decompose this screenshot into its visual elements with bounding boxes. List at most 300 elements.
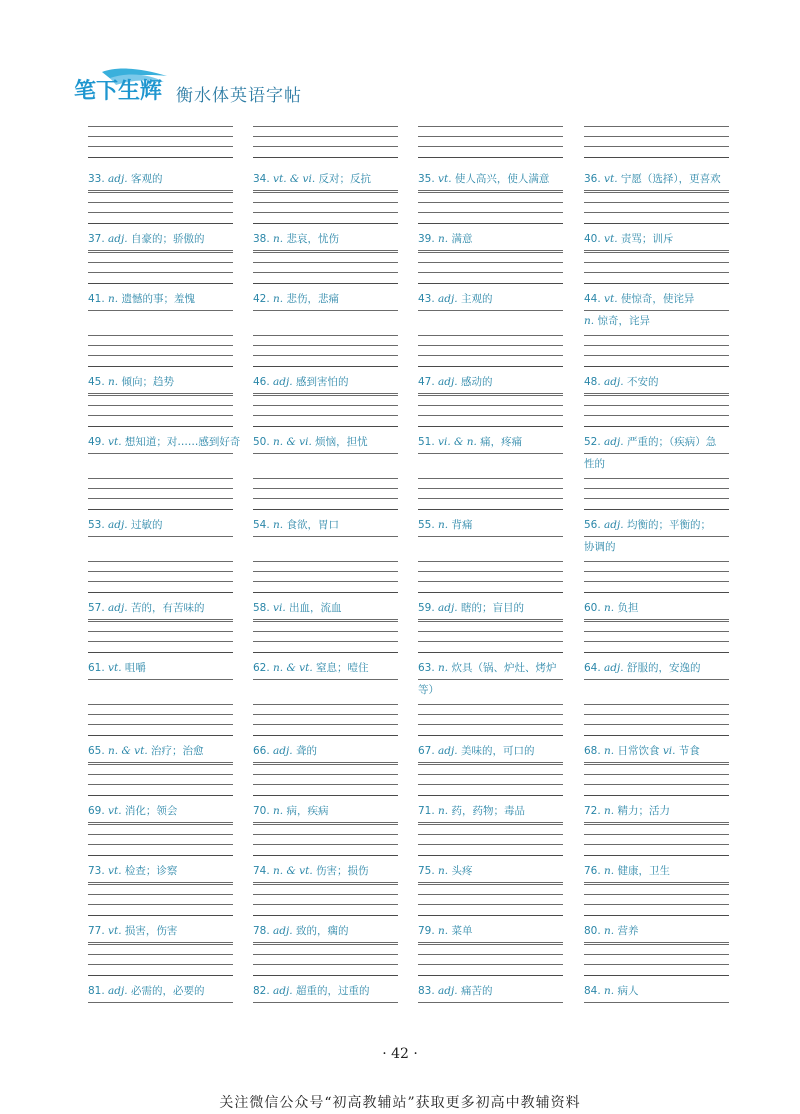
- definition: 节食: [675, 745, 700, 757]
- definition: 反对；反抗: [315, 173, 372, 185]
- vocab-entry: [253, 514, 398, 536]
- part-of-speech: n.: [273, 233, 284, 245]
- ruled-line: [253, 146, 398, 147]
- ruled-line: [88, 704, 233, 705]
- part-of-speech: adj.: [108, 233, 128, 245]
- vocab-entry: [418, 980, 563, 1002]
- definition: 想知道；对……感到好奇: [121, 436, 241, 448]
- part-of-speech: adj.: [438, 293, 458, 305]
- ruled-line: [418, 283, 563, 284]
- definition: 均衡的；平衡的；: [623, 519, 711, 531]
- ruled-line: [418, 795, 563, 796]
- ruled-line: [253, 621, 398, 622]
- ruled-line: [418, 975, 563, 976]
- ruled-line: [253, 190, 398, 191]
- ruled-line: [584, 395, 729, 396]
- vocab-entry: [88, 228, 233, 250]
- entry-number: 83.: [418, 985, 439, 997]
- definition: 责骂；训斥: [617, 233, 674, 245]
- ruled-line: [253, 157, 398, 158]
- ruled-line: [88, 250, 233, 251]
- ruled-line: [253, 652, 398, 653]
- part-of-speech: adj.: [604, 662, 624, 674]
- vocab-entry: [253, 431, 398, 453]
- page-header: [72, 66, 492, 110]
- entry-number: 39.: [418, 233, 439, 245]
- ruled-line: [584, 762, 729, 763]
- vocab-entry: [88, 288, 233, 310]
- ruled-line: [253, 884, 398, 885]
- entry-number: 81.: [88, 985, 109, 997]
- ruled-line: [88, 335, 233, 336]
- entry-number: 64.: [584, 662, 605, 674]
- ruled-line: [88, 453, 233, 454]
- definition: 聋的: [292, 745, 317, 757]
- ruled-line: [418, 126, 563, 127]
- ruled-line: [253, 592, 398, 593]
- ruled-line: [584, 652, 729, 653]
- ruled-line: [584, 283, 729, 284]
- ruled-line: [253, 894, 398, 895]
- definition: 过敏的: [127, 519, 163, 531]
- definition: 遗憾的事；羞愧: [118, 293, 195, 305]
- ruled-line: [88, 581, 233, 582]
- entry-number: 58.: [253, 602, 274, 614]
- part-of-speech: vt.: [604, 293, 618, 305]
- ruled-line: [253, 366, 398, 367]
- ruled-line: [253, 498, 398, 499]
- entry-number: 72.: [584, 805, 605, 817]
- part-of-speech: adj.: [438, 602, 458, 614]
- ruled-line: [253, 393, 398, 394]
- ruled-line: [418, 405, 563, 406]
- ruled-line: [88, 844, 233, 845]
- part-of-speech: n.: [438, 925, 449, 937]
- ruled-line: [584, 724, 729, 725]
- ruled-line: [253, 453, 398, 454]
- ruled-line: [584, 335, 729, 336]
- part-of-speech: adj.: [604, 519, 624, 531]
- ruled-line: [584, 714, 729, 715]
- ruled-line: [418, 964, 563, 965]
- ruled-line: [418, 355, 563, 356]
- ruled-line: [253, 1002, 398, 1003]
- part-of-speech: n.: [604, 745, 615, 757]
- definition: 主观的: [457, 293, 493, 305]
- ruled-line: [88, 536, 233, 537]
- definition: 药，药物；毒品: [448, 805, 525, 817]
- ruled-line: [88, 192, 233, 193]
- entry-number: 41.: [88, 293, 109, 305]
- ruled-line: [88, 822, 233, 823]
- definition: 满意: [448, 233, 473, 245]
- vocab-entry: [584, 800, 729, 822]
- vocab-entry: [584, 920, 729, 942]
- ruled-line: [253, 735, 398, 736]
- part-of-speech: n.: [438, 233, 449, 245]
- ruled-line: [88, 884, 233, 885]
- ruled-line: [418, 453, 563, 454]
- definition: 等）: [418, 684, 439, 696]
- ruled-line: [418, 844, 563, 845]
- ruled-line: [253, 126, 398, 127]
- ruled-line: [88, 509, 233, 510]
- ruled-line: [584, 784, 729, 785]
- ruled-line: [584, 192, 729, 193]
- part-of-speech: n.: [438, 805, 449, 817]
- ruled-line: [418, 942, 563, 943]
- ruled-line: [418, 426, 563, 427]
- part-of-speech: vt.: [604, 233, 618, 245]
- definition: 检查；诊察: [121, 865, 178, 877]
- entry-number: 38.: [253, 233, 274, 245]
- ruled-line: [88, 592, 233, 593]
- ruled-line: [584, 393, 729, 394]
- part-of-speech: vi.: [273, 602, 286, 614]
- ruled-line: [88, 915, 233, 916]
- definition: 头疼: [448, 865, 473, 877]
- ruled-line: [88, 426, 233, 427]
- part-of-speech: adj.: [438, 376, 458, 388]
- vocab-entry: [418, 920, 563, 942]
- ruled-line: [418, 834, 563, 835]
- part-of-speech: adj.: [273, 985, 293, 997]
- part-of-speech: n.: [604, 985, 615, 997]
- ruled-line: [418, 190, 563, 191]
- ruled-line: [584, 954, 729, 955]
- ruled-line: [584, 126, 729, 127]
- ruled-line: [253, 724, 398, 725]
- ruled-line: [253, 395, 398, 396]
- ruled-line: [88, 975, 233, 976]
- entry-number: 43.: [418, 293, 439, 305]
- part-of-speech: n.: [438, 662, 449, 674]
- definition: 痛苦的: [457, 985, 493, 997]
- ruled-line: [253, 536, 398, 537]
- vocab-entry: [418, 800, 563, 822]
- definition: 背痛: [448, 519, 473, 531]
- ruled-line: [418, 894, 563, 895]
- ruled-line: [418, 561, 563, 562]
- ruled-line: [88, 824, 233, 825]
- entry-number: 33.: [88, 173, 109, 185]
- ruled-line: [584, 964, 729, 965]
- ruled-line: [584, 272, 729, 273]
- ruled-line: [584, 822, 729, 823]
- ruled-line: [253, 426, 398, 427]
- ruled-line: [418, 915, 563, 916]
- ruled-line: [253, 335, 398, 336]
- ruled-line: [584, 834, 729, 835]
- ruled-line: [418, 192, 563, 193]
- ruled-line: [253, 975, 398, 976]
- ruled-line: [88, 252, 233, 253]
- ruled-line: [584, 345, 729, 346]
- entry-number: 70.: [253, 805, 274, 817]
- entry-number: 74.: [253, 865, 274, 877]
- ruled-line: [584, 498, 729, 499]
- ruled-line: [88, 1002, 233, 1003]
- definition: 苦的，有苦味的: [127, 602, 205, 614]
- brand-logo: [72, 66, 172, 108]
- part-of-speech: vt.: [108, 865, 122, 877]
- ruled-line: [584, 641, 729, 642]
- vocab-entry: [418, 288, 563, 310]
- vocab-entry: [253, 920, 398, 942]
- ruled-line: [418, 882, 563, 883]
- definition: 自豪的；骄傲的: [127, 233, 205, 245]
- entry-number: 66.: [253, 745, 274, 757]
- ruled-line: [584, 157, 729, 158]
- ruled-line: [253, 824, 398, 825]
- ruled-line: [418, 250, 563, 251]
- ruled-line: [88, 415, 233, 416]
- vocab-entry: [418, 431, 563, 453]
- vocab-entry: [253, 740, 398, 762]
- definition: 营养: [614, 925, 639, 937]
- part-of-speech: n. & vt.: [108, 745, 148, 757]
- ruled-line: [88, 724, 233, 725]
- entry-number: 51.: [418, 436, 439, 448]
- definition: 使人高兴，使人满意: [451, 173, 550, 185]
- vocab-entry: [253, 371, 398, 393]
- entry-number: 61.: [88, 662, 109, 674]
- ruled-line: [418, 774, 563, 775]
- ruled-line: [88, 631, 233, 632]
- ruled-line: [253, 571, 398, 572]
- ruled-line: [253, 561, 398, 562]
- ruled-line: [253, 944, 398, 945]
- ruled-line: [418, 884, 563, 885]
- definition: 日常饮食: [614, 745, 660, 757]
- vocab-entry: [253, 980, 398, 1002]
- definition: 出血，流血: [285, 602, 342, 614]
- entry-number: 40.: [584, 233, 605, 245]
- ruled-line: [418, 509, 563, 510]
- ruled-line: [418, 592, 563, 593]
- entry-number: 37.: [88, 233, 109, 245]
- part-of-speech: n.: [604, 805, 615, 817]
- ruled-line: [253, 764, 398, 765]
- entry-number: 78.: [253, 925, 274, 937]
- ruled-line: [584, 679, 729, 680]
- ruled-line: [418, 366, 563, 367]
- definition: 咀嚼: [121, 662, 146, 674]
- ruled-line: [584, 592, 729, 593]
- definition: 致的，瘸的: [292, 925, 349, 937]
- ruled-line: [88, 393, 233, 394]
- ruled-line: [584, 942, 729, 943]
- entry-number: 44.: [584, 293, 605, 305]
- definition: 食欲，胃口: [283, 519, 339, 531]
- ruled-line: [584, 882, 729, 883]
- ruled-line: [418, 571, 563, 572]
- ruled-line: [88, 904, 233, 905]
- part-of-speech: adj.: [108, 985, 128, 997]
- ruled-line: [584, 536, 729, 537]
- vocab-entry: [88, 920, 233, 942]
- vocab-entry: [253, 168, 398, 190]
- ruled-line: [88, 735, 233, 736]
- ruled-line: [584, 824, 729, 825]
- definition: 协调的: [584, 541, 616, 553]
- definition: 客观的: [127, 173, 163, 185]
- definition: 瞎的；盲目的: [457, 602, 524, 614]
- ruled-line: [418, 822, 563, 823]
- ruled-line: [253, 714, 398, 715]
- part-of-speech: n.: [438, 519, 449, 531]
- ruled-line: [584, 1002, 729, 1003]
- part-of-speech: adj.: [604, 436, 624, 448]
- ruled-line: [253, 509, 398, 510]
- ruled-line: [418, 764, 563, 765]
- ruled-line: [584, 795, 729, 796]
- ruled-line: [253, 310, 398, 311]
- ruled-line: [418, 824, 563, 825]
- ruled-line: [88, 621, 233, 622]
- ruled-line: [253, 631, 398, 632]
- definition: 菜单: [448, 925, 473, 937]
- ruled-line: [584, 894, 729, 895]
- ruled-line: [584, 904, 729, 905]
- vocab-entry: [584, 597, 729, 619]
- entry-number: 67.: [418, 745, 439, 757]
- vocab-entry: [88, 980, 233, 1002]
- ruled-line: [253, 212, 398, 213]
- ruled-line: [88, 964, 233, 965]
- vocab-entry: [88, 740, 233, 762]
- ruled-line: [253, 345, 398, 346]
- vocab-entry: [88, 597, 233, 619]
- entry-number: 77.: [88, 925, 109, 937]
- entry-number: 80.: [584, 925, 605, 937]
- entry-number: 75.: [418, 865, 439, 877]
- vocab-entry: [88, 800, 233, 822]
- ruled-line: [584, 915, 729, 916]
- ruled-line: [253, 641, 398, 642]
- ruled-line: [88, 395, 233, 396]
- ruled-line: [584, 621, 729, 622]
- entry-number: 79.: [418, 925, 439, 937]
- ruled-line: [418, 478, 563, 479]
- vocab-entry: [88, 168, 233, 190]
- ruled-line: [418, 631, 563, 632]
- footer-note: 关注微信公众号“初高教辅站”获取更多初高中教辅资料: [219, 1095, 581, 1111]
- ruled-line: [253, 762, 398, 763]
- vocab-entry: [584, 168, 729, 190]
- definition: 悲伤，悲痛: [283, 293, 339, 305]
- ruled-line: [418, 395, 563, 396]
- ruled-line: [584, 704, 729, 705]
- ruled-line: [88, 942, 233, 943]
- part-of-speech: adj.: [438, 745, 458, 757]
- ruled-line: [418, 621, 563, 622]
- ruled-line: [584, 426, 729, 427]
- entry-number: 84.: [584, 985, 605, 997]
- ruled-line: [88, 762, 233, 763]
- ruled-line: [584, 366, 729, 367]
- entry-number: 71.: [418, 805, 439, 817]
- definition: 负担: [614, 602, 639, 614]
- vocab-entry: [584, 740, 729, 762]
- ruled-line: [88, 283, 233, 284]
- definition: 美味的，可口的: [457, 745, 535, 757]
- ruled-line: [584, 975, 729, 976]
- definition: 倾向；趋势: [118, 376, 174, 388]
- vocab-entry: [88, 431, 241, 453]
- part-of-speech: n.: [273, 519, 284, 531]
- ruled-line: [418, 1002, 563, 1003]
- part-of-speech: vt. & vi.: [273, 173, 316, 185]
- vocab-entry: [584, 228, 729, 250]
- vocab-entry: [418, 860, 563, 882]
- vocab-entry: [253, 860, 398, 882]
- ruled-line: [253, 954, 398, 955]
- vocab-entry: [418, 228, 563, 250]
- ruled-line: [584, 146, 729, 147]
- definition: 消化；领会: [121, 805, 178, 817]
- ruled-line: [88, 223, 233, 224]
- ruled-line: [88, 855, 233, 856]
- entry-number: 55.: [418, 519, 439, 531]
- part-of-speech: n.: [108, 376, 119, 388]
- vocab-entry: [253, 800, 398, 822]
- ruled-line: [418, 415, 563, 416]
- vocab-entry: [253, 657, 398, 679]
- ruled-line: [418, 714, 563, 715]
- part-of-speech: n.: [108, 293, 119, 305]
- ruled-line: [584, 561, 729, 562]
- definition: 惊奇，诧异: [597, 315, 650, 327]
- entry-number: 35.: [418, 173, 439, 185]
- ruled-line: [88, 764, 233, 765]
- ruled-line: [88, 126, 233, 127]
- ruled-line: [253, 795, 398, 796]
- ruled-line: [584, 844, 729, 845]
- ruled-line: [88, 157, 233, 158]
- entry-number: 62.: [253, 662, 274, 674]
- entry-number: 54.: [253, 519, 274, 531]
- vocab-entry: [88, 860, 233, 882]
- ruled-line: [88, 619, 233, 620]
- definition: 痛，疼痛: [476, 436, 523, 448]
- ruled-line: [88, 784, 233, 785]
- definition: 严重的；（疾病）急: [623, 436, 717, 448]
- ruled-line: [88, 202, 233, 203]
- part-of-speech: n.: [604, 602, 615, 614]
- ruled-line: [418, 784, 563, 785]
- entry-number: 45.: [88, 376, 109, 388]
- ruled-line: [418, 202, 563, 203]
- ruled-line: [88, 478, 233, 479]
- ruled-line: [418, 904, 563, 905]
- entry-number: 65.: [88, 745, 109, 757]
- ruled-line: [584, 764, 729, 765]
- ruled-line: [88, 561, 233, 562]
- ruled-line: [418, 954, 563, 955]
- ruled-line: [584, 478, 729, 479]
- ruled-line: [418, 223, 563, 224]
- part-of-speech: adj.: [273, 925, 293, 937]
- vocab-entry: [584, 860, 729, 882]
- vocab-entry: [584, 657, 729, 679]
- definition: 悲哀，忧伤: [283, 233, 339, 245]
- vocab-entry: [584, 980, 729, 1002]
- part-of-speech: vt.: [604, 173, 618, 185]
- definition: 必需的，必要的: [127, 985, 205, 997]
- vocab-entry: [418, 657, 563, 679]
- ruled-line: [418, 735, 563, 736]
